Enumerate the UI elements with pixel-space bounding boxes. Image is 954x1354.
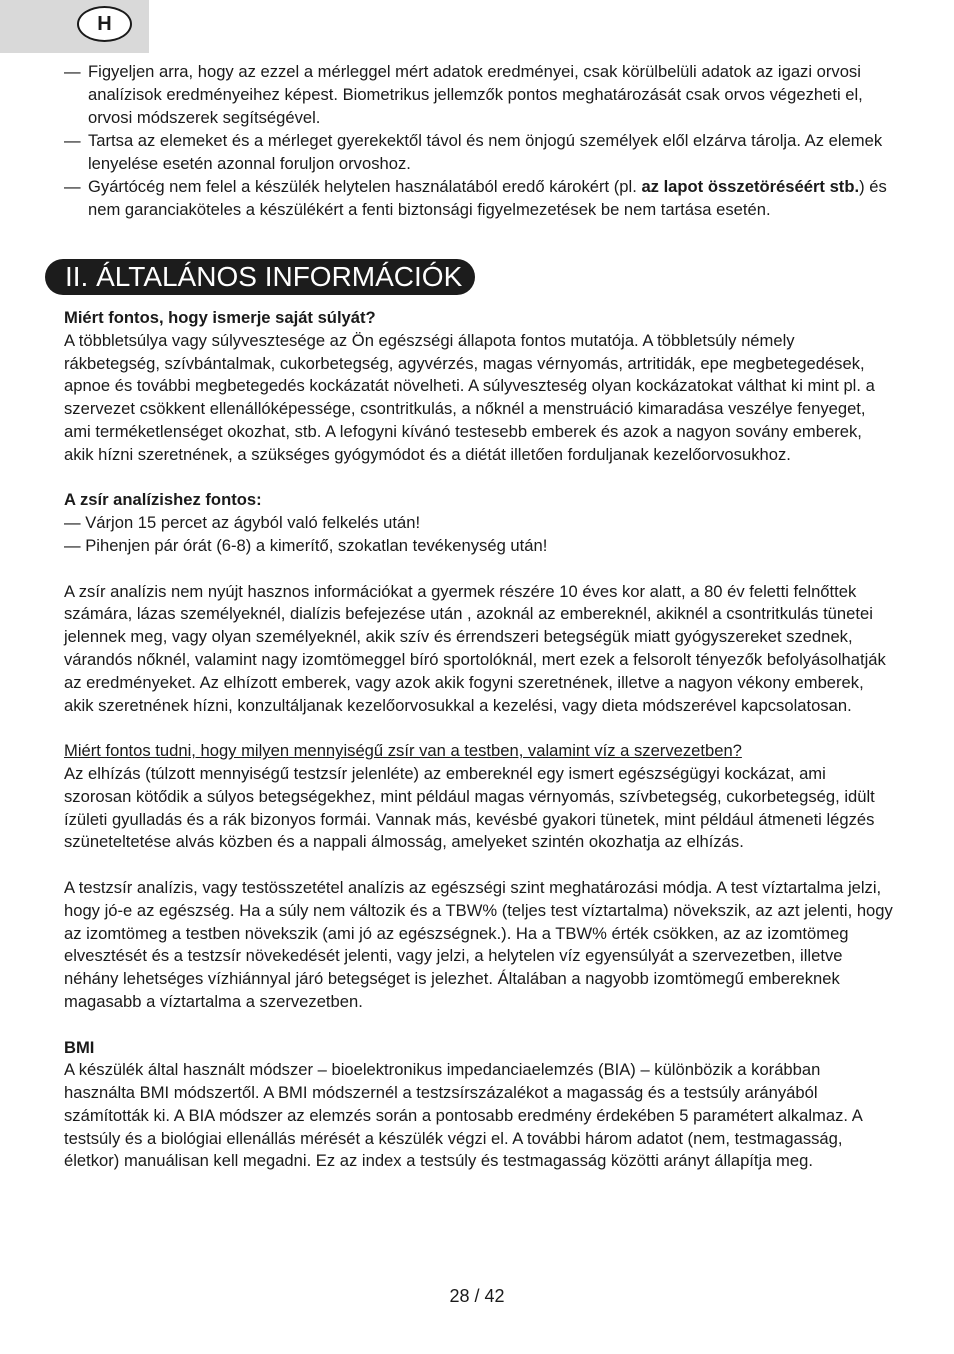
warning-text: Tartsa az elemeket és a mérleget gyerekektől távol és nem önjogú személyek elől elzárva tárolja. Az elemek lenyelése esetén azonnal foruljon orvoshoz. [88, 131, 883, 173]
fat-water-heading: Miért fontos tudni, hogy milyen mennyiségű zsír van a testben, valamint víz a szervezetben? [64, 741, 742, 761]
warning-text-bold: az lapot összetöréséért stb. [641, 177, 860, 196]
body-composition-paragraph: A testzsír analízis, vagy testösszetétel analízis az egészségi szint meghatározási módja. A test víztartalma jelzi, hogy jó-e az egészség. Ha a súly nem változik és a TBW% (teljes test víztartalma) növekszik, az azt jelenti, hogy az izomtömeg a testben növekszik (ami jó az egészségnek.). Ha a TBW% érték csökken, az az izomtömeg elvesztését és a testzsír növekedését jelenti, vagy jelzi, a helytelen víz egyensúlyát a szervezetben, illetve néhány lehetséges vízhiánnyal járó betegséget is jelezhet. Általában a nagyobb izomtömegű embereknek magasabb a víztartalma a szervezetben. [64, 877, 893, 1011]
weight-heading: Miért fontos, hogy ismerje saját súlyát? [64, 308, 376, 327]
list-item [64, 512, 894, 535]
section-title: II. ÁLTALÁNOS INFORMÁCIÓK [45, 259, 475, 295]
list-item [64, 60, 894, 129]
list-item [64, 535, 894, 558]
bmi-heading: BMI [64, 1037, 95, 1057]
main-content [64, 307, 894, 1173]
page-number: 28 / 42 [449, 1286, 505, 1306]
language-badge: H [77, 6, 132, 42]
safety-warnings-list [64, 60, 894, 221]
fat-analysis-item: Pihenjen pár órát (6-8) a kimerítő, szokatlan tevékenység után! [85, 535, 548, 555]
fat-analysis-paragraph: A zsír analízis nem nyújt hasznos információkat a gyermek részére 10 éves kor alatt, a 80 év feletti felnőttek számára, lázas személyeknél, dialízis befejezése után , azoknál az embereknél, akiknél a csontritkulás tünetei jelennek meg, vagy olyan személyeknél, akik szív és érrendszeri betegségük miatt gyógyszereket szednek, várandós nőknél, valamint nagy izomtömeggel bíró sportolóknál, mert ezek a felsorolt tényezők befolyásolhatják az eredményeket. Az elhízott emberek, vagy azok akik fogyni szeretnének, illetve a nagyon vékony emberek, akik szeretnének hízni, konzultáljanak kezelőorvosukkal a kezelési, vagy dieta módszerével kapcsolatosan. [64, 581, 886, 715]
warning-text-start: Gyártócég nem felel a készülék helytelen használatából eredő károkért (pl. [88, 177, 642, 196]
warning-text-end: ) és nem garanciaköteles a készülékért a fenti biztonsági figyelmezetések be nem tartása esetén. [88, 177, 887, 219]
dash-marker: — [64, 62, 81, 81]
list-item [64, 129, 894, 175]
dash-marker: — [64, 513, 81, 533]
bmi-paragraph: A készülék által használt módszer – bioelektronikus impedanciaelemzés (BIA) – különbözik a korábban használta BMI módszertől. A BMI módszernél a testzsírszázalékot a magasság és a testsúly arányából számították ki. A BIA módszer az elemzés során a pontosabb eredmény érdekében 5 paramétert alkalmaz. A testsúly és a biológiai ellenállás mérését a készülék végzi el. A további három adatot (nem, testmagasság, életkor) manuálisan kell megadni. Ez az index a testsúly és testmagasság közötti arányt állapítja meg. [64, 1060, 862, 1171]
weight-paragraph: A többletsúlya vagy súlyvesztesége az Ön egészségi állapota fontos mutatója. A többletsúly némely rákbetegség, szívbántalmak, cukorbetegség, agyvérzés, magas vérnyomás, artritidák, epe megbetegedések, apnoe és további megbetegedés kockázatát növelheti. A súlyveszteség olyan kockázatokat válthat ki mint pl. a szervezet csökkent ellenállóképessége, csontritkulás, a nőknél a menstruáció kimaradása veszélye fenyeget, ami terméketlenséget okozhat, stb. A lefogyni kívánó testesebb emberek és azok a nagyon sovány emberek, akik hízni szeretnének, a szükséges gyógymódot és a diétát illetően forduljanak kezelőorvosukhoz. [64, 330, 875, 464]
language-tab [0, 0, 149, 53]
fat-analysis-item: Várjon 15 percet az ágyból való felkelés után! [85, 513, 421, 533]
dash-marker: — [64, 177, 81, 196]
dash-marker: — [64, 535, 81, 555]
fat-water-paragraph: Az elhízás (túlzott mennyiségű testzsír jelenléte) az embereknél egy ismert egészségügyi kockázat, ami szorosan kötődik a súlyos betegségekhez, mint például magas vérnyomás, szívbetegség, cukorbetegség, idült ízületi gyulladás és a rák bizonyos formái. Vannak más, kevésbé gyakori tünetek, mint például átmeneti légzés szüneteltetése alvás közben és a nappali álmosság, amelyeket szintén okozhatja az elhízás. [64, 763, 875, 852]
warning-text [88, 175, 894, 221]
list-item [64, 175, 894, 221]
dash-marker: — [64, 131, 81, 150]
warning-text: Figyeljen arra, hogy az ezzel a mérleggel mért adatok eredményei, csak körülbelüli adatok az igazi orvosi analízisok eredményeihez képest. Biometrikus jellemzők pontos meghatározását csak orvos végezheti el, orvosi módszerek segítségével. [88, 62, 863, 127]
fat-analysis-heading: A zsír analízishez fontos: [64, 490, 262, 510]
